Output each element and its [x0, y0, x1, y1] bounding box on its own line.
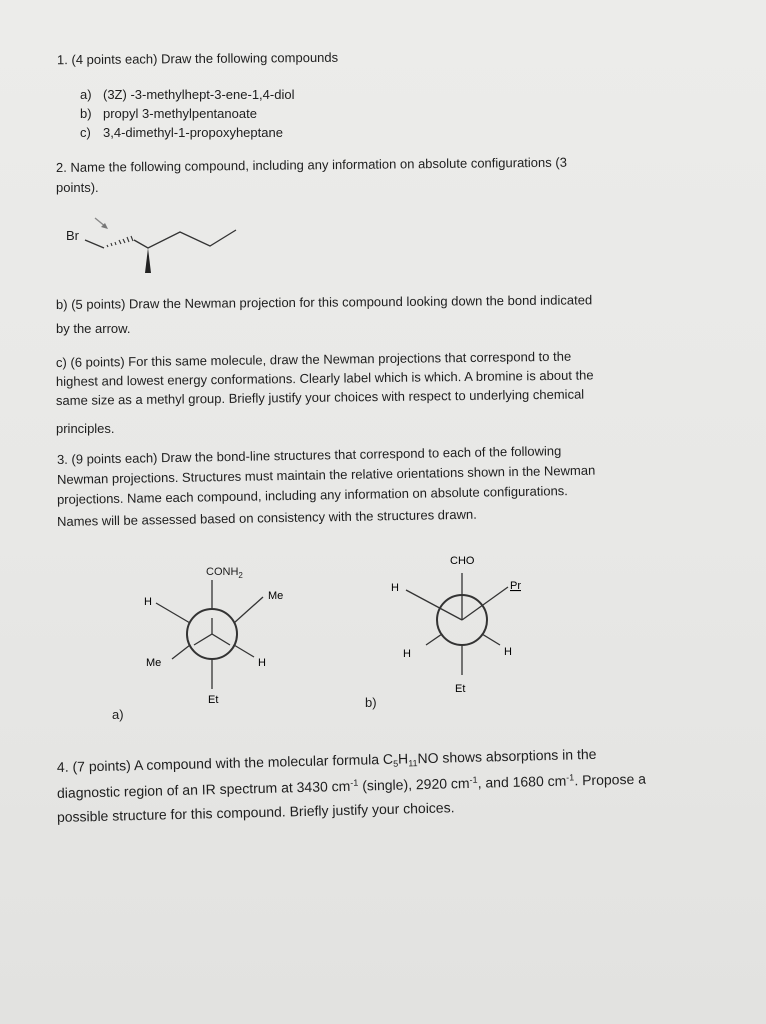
q3-line2: Newman projections. Structures must maintain the relative orientations shown in the Newman	[56, 462, 596, 487]
newman-a-upper-left: H	[144, 596, 152, 608]
q2b-line1: b) (5 points) Draw the Newman projection for this compound looking down the bond indicated	[55, 292, 593, 312]
q4-sup1: -1	[350, 777, 359, 788]
q4-line2-b: (single), 2920 cm	[358, 774, 470, 794]
newman-a-lower-right: H	[258, 657, 266, 669]
q2c-line3: same size as a methyl group. Briefly justify your choices with respect to underlying chemical	[55, 386, 585, 408]
newman-b-upper-right: Pr	[510, 580, 521, 592]
q1-item-a-label: a)	[80, 87, 92, 102]
newman-a-upper-right: Me	[268, 590, 284, 602]
newman-a-lower-left: Me	[146, 657, 162, 669]
q4-line1-start: 4. (7 points) A compound with the molecular formula C	[56, 750, 394, 775]
q4-line1-end: NO shows absorptions in the	[417, 745, 597, 767]
newman-b-lower-right: H	[504, 646, 512, 658]
q4-line2-d: . Propose a	[574, 770, 647, 789]
q3-line3: projections. Name each compound, including any information on absolute configurations.	[56, 483, 568, 507]
q1-item-b: propyl 3-methylpentanoate	[103, 106, 257, 121]
q2-line1: 2. Name the following compound, including any information on absolute configurations (3	[55, 154, 567, 175]
bromine-label: Br	[66, 228, 79, 243]
newman-b-top-label: CHO	[450, 555, 475, 567]
newman-projection-a	[130, 555, 300, 715]
q2c-line1: c) (6 points) For this same molecule, draw the Newman projections that correspond to the	[55, 348, 572, 370]
newman-b-bottom: Et	[455, 683, 466, 695]
hashed-wedge	[107, 236, 133, 247]
newman-b-upper-left: H	[391, 582, 399, 594]
formula-h-count: 11	[408, 758, 418, 769]
q2-line2: points).	[56, 180, 99, 195]
formula-h: H	[397, 750, 409, 767]
formula-c-count: 5	[392, 758, 399, 769]
newman-projection-b	[380, 545, 550, 705]
q2c-line4: principles.	[56, 421, 115, 436]
newman-a-label: a)	[112, 707, 124, 722]
q4-line2-c: , and 1680 cm	[477, 772, 567, 791]
q2c-line2: highest and lowest energy conformations. Clearly label which is which. A bromine is about the	[55, 367, 594, 389]
q4-line2-a: diagnostic region of an IR spectrum at 3430 cm	[56, 777, 351, 801]
carbon-chain	[134, 230, 236, 248]
q1-item-a: (3Z) -3-methylhept-3-ene-1,4-diol	[103, 87, 295, 102]
q1-item-c-label: c)	[80, 125, 91, 140]
newman-a-top-label: $CONH_2$	[206, 566, 243, 580]
newman-b-label: b)	[365, 695, 377, 710]
q4-line3: possible structure for this compound. Briefly justify your choices.	[56, 799, 455, 825]
q2b-line2: by the arrow.	[56, 321, 131, 336]
q4-sup3: -1	[566, 772, 575, 783]
q3-line1: 3. (9 points each) Draw the bond-line structures that correspond to each of the following	[56, 443, 562, 467]
c-br-bond	[85, 240, 104, 248]
q4-sup2: -1	[469, 774, 478, 785]
q3-line4: Names will be assessed based on consistency with the structures drawn.	[56, 506, 477, 529]
q2-skeletal-structure	[60, 210, 250, 280]
q1-item-b-label: b)	[80, 106, 92, 121]
q1-heading: 1. (4 points each) Draw the following compounds	[56, 49, 339, 68]
newman-b-lower-left: H	[403, 648, 411, 660]
newman-a-bottom: Et	[208, 694, 219, 706]
q1-item-c: 3,4-dimethyl-1-propoxyheptane	[103, 125, 283, 140]
solid-wedge	[145, 248, 151, 273]
